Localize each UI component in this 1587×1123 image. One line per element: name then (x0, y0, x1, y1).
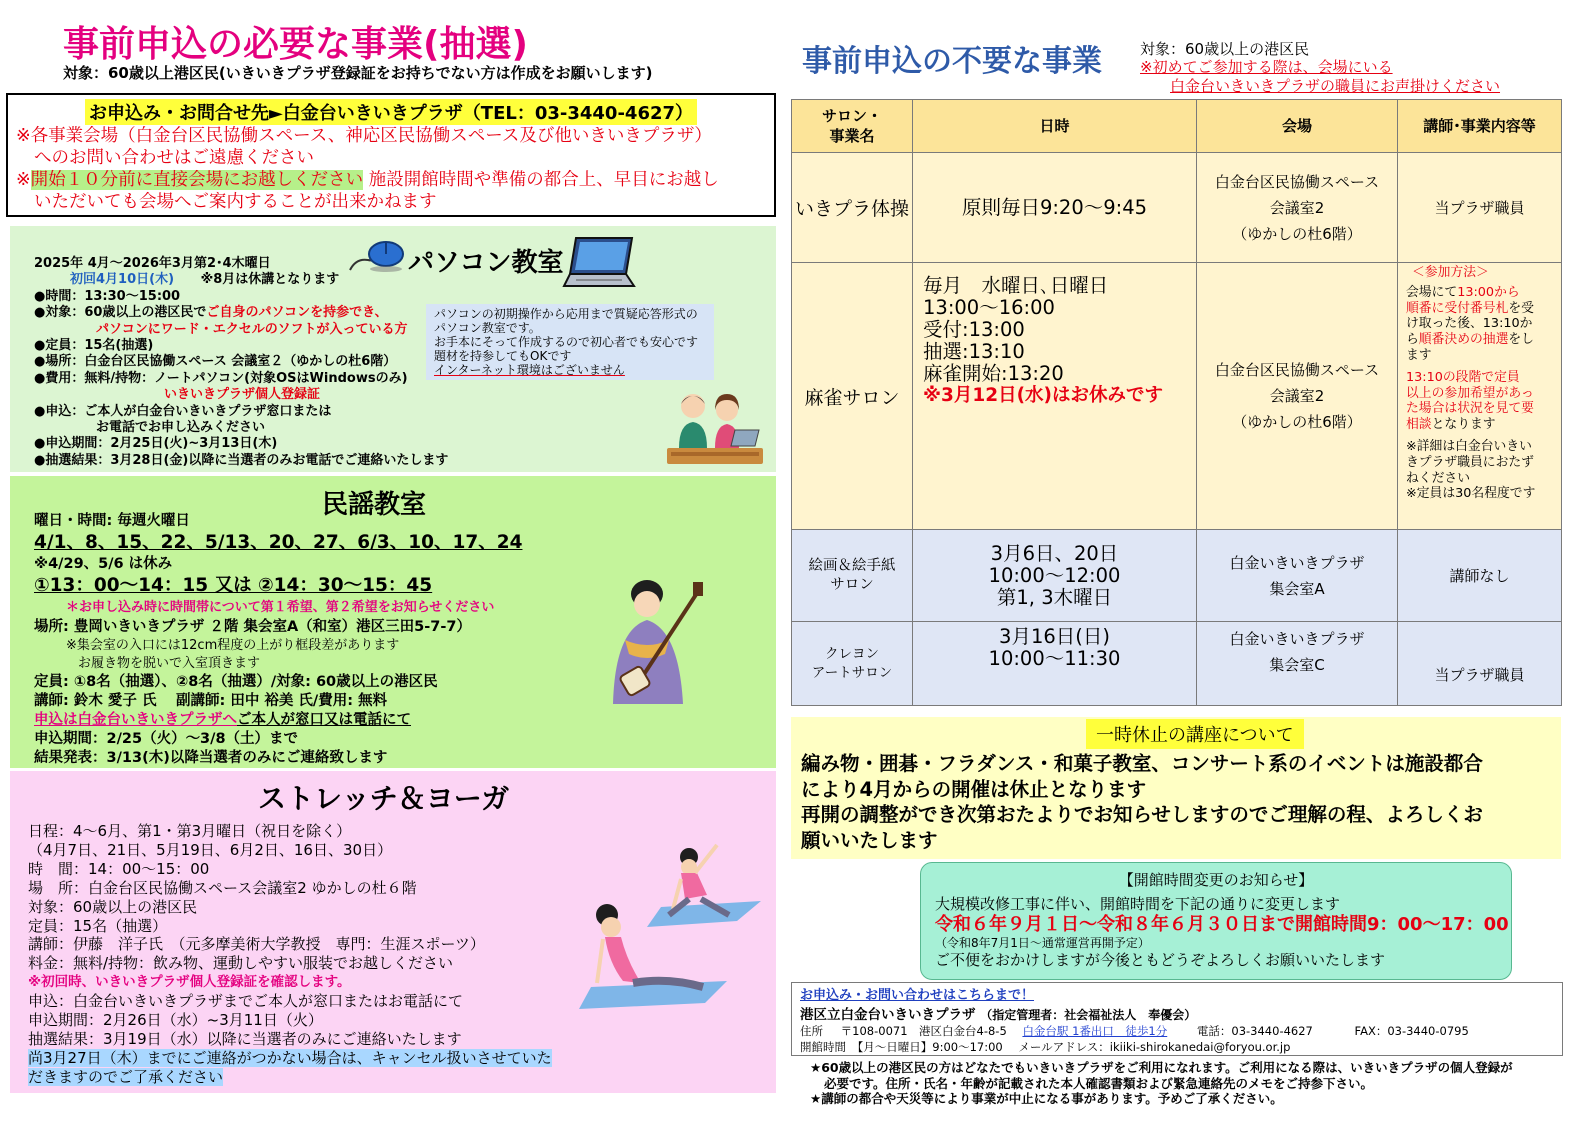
stretch-venue: 場 所：白金台区民協働スペース会議室2 ゆかしの杜６階 (28, 878, 417, 897)
minyo-apply-period: 申込期間：2/25（火）～3/8（土）まで (34, 731, 299, 747)
right-note-1: ※初めてご参加する際は、会場にいる (1140, 58, 1393, 76)
right-section-title: 事前申込の不要な事業 (802, 44, 1102, 79)
pause-line-4: 願いいたします (801, 828, 938, 852)
right-note-2: 白金台いきいきプラザの職員にお声掛けください (1170, 77, 1501, 95)
right-section-target: 対象：60歳以上の港区民 (1140, 40, 1310, 58)
hours-line-2: 令和６年９月１日～令和８年６月３０日まで開館時間9：00～17：00 (935, 914, 1509, 935)
left-section-subtitle: 対象：60歳以上港区民(いきいきプラザ登録証をお持ちでない方は作成をお願いします) (63, 64, 653, 82)
hours-line-4: ご不便をおかけしますが今後ともどうぞよろしくお願いいたします (935, 951, 1386, 969)
footnote-2: 必要です。住所・氏名・年齢が記載された本人確認書類および緊急連絡先のメモをご持参下さい。 (824, 1075, 1374, 1091)
minyo-day-time: 曜日・時間: 毎週火曜日 (34, 513, 190, 529)
stretch-schedule: 日程：4～6月、第1・第3月曜日（祝日を除く） (28, 822, 352, 840)
contact-note-2b: いただいても会場へご案内することが出来かねます (34, 192, 437, 212)
header-venue: 会場 (1197, 100, 1398, 153)
row-datetime: 3月16日(日) 10:00～11:30 (913, 622, 1197, 706)
header-datetime: 日時 (913, 100, 1197, 153)
info-hours: 開館時間 【月～日曜日】9:00～17:00 (800, 1040, 1003, 1054)
contact-note-1a: ※各事業会場（白金台区民協働スペース、神応区民協働スペース及び他いきいきプラザ） (16, 126, 712, 146)
minyo-venue: 場所: 豊岡いきいきプラザ ２階 集会室A（和室）港区三田5-7-7） (34, 619, 471, 635)
stretch-target: 対象：60歳以上の港区民 (28, 897, 198, 916)
stretch-id-note: ※初回時、いきいきプラザ個人登録証を確認します。 (28, 974, 351, 991)
left-section-title: 事前申込の必要な事業(抽選) (63, 24, 528, 65)
stretch-cancel-note-2: だきますのでご了承ください (28, 1067, 224, 1086)
info-address-label: 住所 (800, 1024, 823, 1038)
pause-line-1: 編み物・囲碁・フラダンス・和菓子教室、コンサート系のイベントは施設都合 (801, 752, 1483, 775)
pc-fee-red: いきいきプラザ個人登録証 (164, 387, 321, 403)
pc-desc-2: パソコン教室です。 (434, 321, 541, 335)
minyo-class-title: 民謡教室 (322, 490, 427, 520)
pc-class-title: パソコン教室 (408, 248, 564, 278)
right-section-note (1140, 58, 1500, 96)
pause-line-3: 再開の調整ができ次第おたよりでお知らせしますのでご理解の程、よろしくお (801, 803, 1483, 826)
minyo-slots: ①13：00～14：15 又は ②14：30～15：45 (34, 575, 433, 596)
info-address: 〒108-0071 港区白金台4-8-5 (840, 1024, 1007, 1038)
table-header-row (792, 100, 1562, 153)
info-fax: FAX：03-3440-0795 (1354, 1024, 1469, 1038)
pause-line-2: により4月からの開催は休止となります (801, 777, 1147, 801)
contact-note-2-prefix: ※ (16, 170, 31, 190)
row-instructor: 講師なし (1398, 530, 1562, 622)
info-email: メールアドレス：ikiiki-shirokanedai@foryou.or.jp (1018, 1040, 1291, 1054)
pc-target-red: ご自身のパソコンを持参でき、 (206, 305, 388, 321)
stretch-fee: 料金：無料/持物：飲み物、運動しやすい服装でお越しください (28, 954, 454, 973)
contact-box (6, 93, 776, 217)
row-venue: 白金台区民協働スペース 会議室2 （ゆかしの杜6階） (1197, 153, 1398, 263)
row-datetime: 原則毎日9:20～9:45 (913, 153, 1197, 263)
stretch-apply: 申込：白金台いきいきプラザまでご本人が窓口またはお電話にて (28, 992, 464, 1011)
footnote-1: ★60歳以上の港区民の方はどなたでもいきいきプラザをご利用になれます。ご利用になる際は、いきいきプラザの個人登録が (810, 1060, 1513, 1075)
pc-target: ●対象：60歳以上の港区民で (34, 305, 207, 321)
stretch-yoga-section (10, 771, 776, 1093)
pause-notice-title: 一時休止の講座について (1086, 719, 1304, 749)
row-instructor: 当プラザ職員 (1398, 153, 1562, 263)
pc-fee: ●費用：無料/持物：ノートパソコン(対象OSはWindowsのみ) (34, 370, 408, 386)
header-instructor: 講師･事業内容等 (1398, 100, 1562, 153)
table-row (792, 263, 1562, 530)
pc-desc-5: インターネット環境はございません (434, 363, 625, 377)
info-station-link[interactable]: 白金台駅 1番出口 徒歩1分 (1022, 1024, 1168, 1038)
row-datetime: 毎月 水曜日､日曜日 13:00～16:00 受付:13:00 抽選:13:10 麻雀開始:13:20 ※3月12日(水)はお休みです (913, 263, 1197, 530)
minyo-step-note-1: ※集会室の入口には12cm程度の上がり框段差があります (66, 638, 400, 653)
row-instructor: 当プラザ職員 (1398, 622, 1562, 706)
contact-note-2-highlight: 開始１０分前に直接会場にお越しください (30, 170, 364, 190)
pc-desc-3: お手本にそって作成するので初心者でも安心です (434, 335, 699, 349)
pc-first-day: 初回4月10日(木) (70, 272, 175, 288)
pc-class-details (34, 256, 448, 469)
stretch-dates: （4月7日、21日、5月19日、6月2日、16日、30日） (28, 840, 393, 859)
yoga-women-icon (577, 843, 767, 1027)
stretch-yoga-details (28, 822, 552, 1087)
minyo-apply-red: 申込は白金台いきいきプラザへ (34, 712, 237, 728)
minyo-capacity: 定員: ①8名（抽選）、②8名（抽選）/対象: 60歳以上の港区民 (34, 674, 438, 690)
pc-target-red-2: パソコンにワード・エクセルのソフトが入っている方 (96, 321, 408, 337)
contact-note-2 (16, 169, 766, 213)
shamisen-player-icon (595, 570, 710, 714)
pc-apply-2: お電話でお申し込みください (96, 420, 266, 436)
pc-desc-4: 題材を持参してもOKです (434, 349, 572, 363)
hours-line-1: 大規模改修工事に伴い、開館時間を下記の通りに変更します (935, 895, 1341, 913)
minyo-slot-note: ＊お申し込み時に時間帯について第１希望、第２希望をお知らせください (66, 600, 495, 615)
pc-august-note: ※8月は休講となります (200, 272, 340, 288)
footnote-3: ★講師の都合や天災等により事業が中止になる事があります。予めご了承ください。 (810, 1091, 1283, 1106)
stretch-apply-period: 申込期間：2月26日（水）~3月11日（火） (28, 1011, 323, 1030)
info-facility-name: 港区立白金台いきいきプラザ (800, 1007, 976, 1023)
laptop-icon (562, 234, 638, 300)
pc-venue: ●場所：白金台区民協働スペース 会議室２（ゆかしの杜6階） (34, 354, 397, 370)
row-instructor: ＜参加方法＞ 会場にて13:00から 順番に受付番号札を受 け取った後、13:10か ら順番決めの抽選をし ます 13:10の段階で定員 以上の参加希望があっ た場合は状況を見て要 相談となります ※詳細は白金台いきい きプラザ職員におたず ねください ※定員は30名程度です (1398, 263, 1562, 530)
stretch-yoga-title: ストレッチ＆ヨーガ (258, 782, 510, 815)
table-row (792, 530, 1562, 622)
pc-time: ●時間：13:30～15:00 (34, 288, 181, 304)
footnote (810, 1060, 1560, 1107)
header-name: サロン・ 事業名 (792, 100, 913, 153)
row-name: 絵画＆絵手紙 サロン (792, 530, 913, 622)
pc-class-section (10, 226, 776, 472)
stretch-lecturer: 講師：伊藤 洋子氏 （元多摩美術大学教授 専門：生涯スポーツ） (28, 935, 485, 954)
minyo-result: 結果発表：3/13(木)以降当選者のみにご連絡致します (34, 750, 388, 766)
stretch-capacity: 定員：15名（抽選） (28, 916, 168, 935)
minyo-apply-rest: ご本人が窓口又は電話にて (237, 712, 411, 728)
info-operator: （指定管理者：社会福祉法人 奉優会） (980, 1008, 1197, 1022)
minyo-dates: 4/1、8、15、22、5/13、20、27、6/3、10、17、24 (34, 532, 523, 553)
row-name: 麻雀サロン (792, 263, 913, 530)
pause-notice-section (791, 717, 1561, 859)
info-heading: お申込み・お問い合わせはこちらまで！ (800, 988, 1035, 1003)
minyo-step-note-2: お履き物を脱いで入室頂きます (78, 656, 261, 671)
stretch-result: 抽選結果：3月19日（水）以降に当選者のみにご連絡いたします (28, 1029, 462, 1048)
contact-line: お申込み・お問合せ先►白金台いきいきプラザ（TEL：03-3440-4627） (85, 99, 697, 125)
pause-notice-body (801, 751, 1551, 853)
hours-line-3: （令和8年7月1日～通常運営再開予定） (935, 936, 1150, 950)
contact-note-2-rest: 施設開館時間や準備の都合上、早目にお越し (368, 170, 719, 190)
pc-apply-period: ●申込期間：2月25日(火)~3月13日(木) (34, 436, 278, 452)
info-tel: 電話：03-3440-4627 (1196, 1024, 1313, 1038)
pc-capacity: ●定員：15名(抽選) (34, 338, 154, 354)
row-venue: 白金台区民協働スペース 会議室2 （ゆかしの杜6階） (1197, 263, 1398, 530)
pc-period: 2025年 4月～2026年3月第2･4木曜日 (34, 256, 271, 271)
pc-description-box (426, 304, 714, 380)
row-venue: 白金いきいきプラザ 集会室A (1197, 530, 1398, 622)
stretch-cancel-note-1: 尚3月27日（木）までにご連絡がつかない場合は、キャンセル扱いさせていた (28, 1048, 552, 1067)
table-row (792, 153, 1562, 263)
minyo-holiday: ※4/29、5/6 は休み (34, 556, 173, 572)
contact-info-box (791, 982, 1563, 1056)
minyo-lecturer: 講師: 鈴木 愛子 氏 副講師: 田中 裕美 氏/費用: 無料 (34, 693, 388, 709)
contact-note-1b: へのお問い合わせはご遠慮ください (34, 148, 314, 168)
pc-result: ●抽選結果：3月28日(金)以降に当選者のみお電話でご連絡いたします (34, 452, 449, 468)
minyo-class-section (10, 476, 776, 768)
hours-notice-body (935, 895, 1509, 970)
row-venue: 白金いきいきプラザ 集会室C (1197, 622, 1398, 706)
people-at-computer-icon (665, 386, 765, 474)
table-row (792, 622, 1562, 706)
row-name: クレヨン アートサロン (792, 622, 913, 706)
row-datetime: 3月6日、20日 10:00～12:00 第1, 3木曜日 (913, 530, 1197, 622)
hours-notice-title: 【開館時間変更のお知らせ】 (1118, 871, 1314, 889)
pc-desc-1: パソコンの初期操作から応用まで質疑応答形式の (434, 307, 698, 321)
hours-notice-box (920, 862, 1512, 980)
contact-note-1 (16, 125, 766, 169)
salon-table (791, 99, 1562, 706)
minyo-class-details (34, 512, 522, 768)
stretch-time: 時 間：14：00～15：00 (28, 859, 210, 878)
pc-apply: ●申込：ご本人が白金台いきいきプラザ窓口または (34, 403, 332, 419)
row-name: いきプラ体操 (792, 153, 913, 263)
